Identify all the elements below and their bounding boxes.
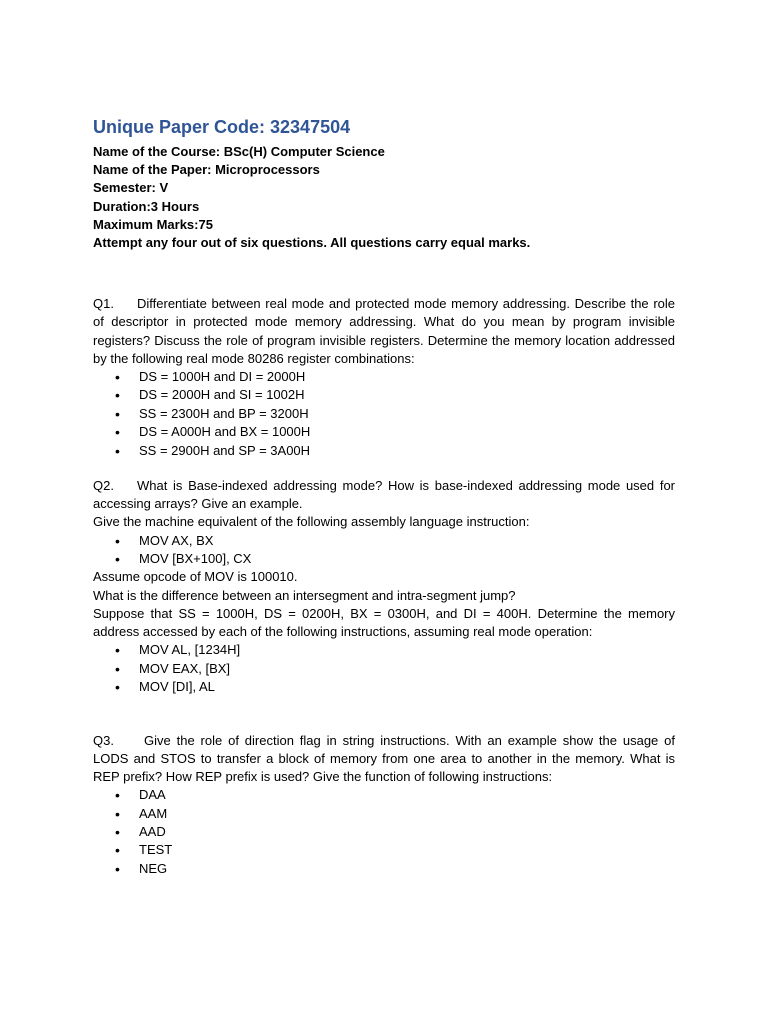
list-item: • SS = 2300H and BP = 3200H (93, 405, 675, 423)
register-combinations-list (93, 368, 675, 460)
exam-instructions: Attempt any four out of six questions. All questions carry equal marks. (93, 235, 531, 251)
list-item: • DS = A000H and BX = 1000H (93, 423, 675, 441)
list-item: • NEG (93, 860, 675, 878)
course-name: Name of the Course: BSc(H) Computer Science (93, 144, 385, 159)
instruction-list (93, 641, 675, 696)
question-2 (93, 477, 675, 696)
semester: Semester: V (93, 180, 169, 196)
question-text: Assume opcode of MOV is 100010. (93, 569, 298, 585)
question-3 (93, 732, 675, 879)
list-item: • MOV EAX, [BX] (93, 660, 675, 678)
list-item: • DS = 2000H and SI = 1002H (93, 386, 675, 404)
question-1 (93, 295, 675, 460)
question-text: Give the machine equivalent of the following assembly language instruction: (93, 514, 530, 530)
list-item: • MOV [BX+100], CX (93, 550, 675, 568)
question-text: What is Base-indexed addressing mode? How is base-indexed addressing mode used for accessing arrays? Give an example. (93, 478, 675, 512)
paper-name: Name of the Paper: Microprocessors (93, 162, 320, 178)
question-text: Differentiate between real mode and protected mode memory addressing. Describe the role of descriptor in protected mode memory addressing. What do you mean by program invisible registers? Discuss the role of program invisible registers. Determine the memory location addressed by the following real mode 80286 register combinations: (93, 296, 675, 366)
list-item: • SS = 2900H and SP = 3A00H (93, 442, 675, 460)
paper-code-heading: Unique Paper Code: 32347504 (93, 117, 351, 137)
question-text: What is the difference between an intersegment and intra-segment jump? (93, 587, 516, 603)
list-item: • MOV AL, [1234H] (93, 641, 675, 659)
question-number: Q2. (93, 478, 114, 494)
maximum-marks: Maximum Marks:75 (93, 216, 213, 232)
instruction-list (93, 786, 675, 878)
question-text: Give the role of direction flag in string instructions. With an example show the usage of LODS and STOS to transfer a block of memory from one area to another in the memory. What is REP prefix? How REP prefix is used? Give the function of following instructions: (93, 732, 675, 784)
list-item: • AAM (93, 805, 675, 823)
list-item: • AAD (93, 823, 675, 841)
duration: Duration:3 Hours (93, 198, 200, 214)
question-text: Suppose that SS = 1000H, DS = 0200H, BX = 0300H, and DI = 400H. Determine the memory address accessed by each of the following instructions, assuming real mode operation: (93, 605, 675, 640)
list-item: • MOV [DI], AL (93, 678, 675, 696)
question-number: Q3. (93, 732, 114, 748)
list-item: • TEST (93, 841, 675, 859)
instruction-list (93, 532, 675, 569)
exam-paper (93, 116, 675, 878)
list-item: • MOV AX, BX (93, 532, 675, 550)
question-number: Q1. (93, 296, 114, 312)
list-item: • DS = 1000H and DI = 2000H (93, 368, 675, 386)
list-item: • DAA (93, 786, 675, 804)
